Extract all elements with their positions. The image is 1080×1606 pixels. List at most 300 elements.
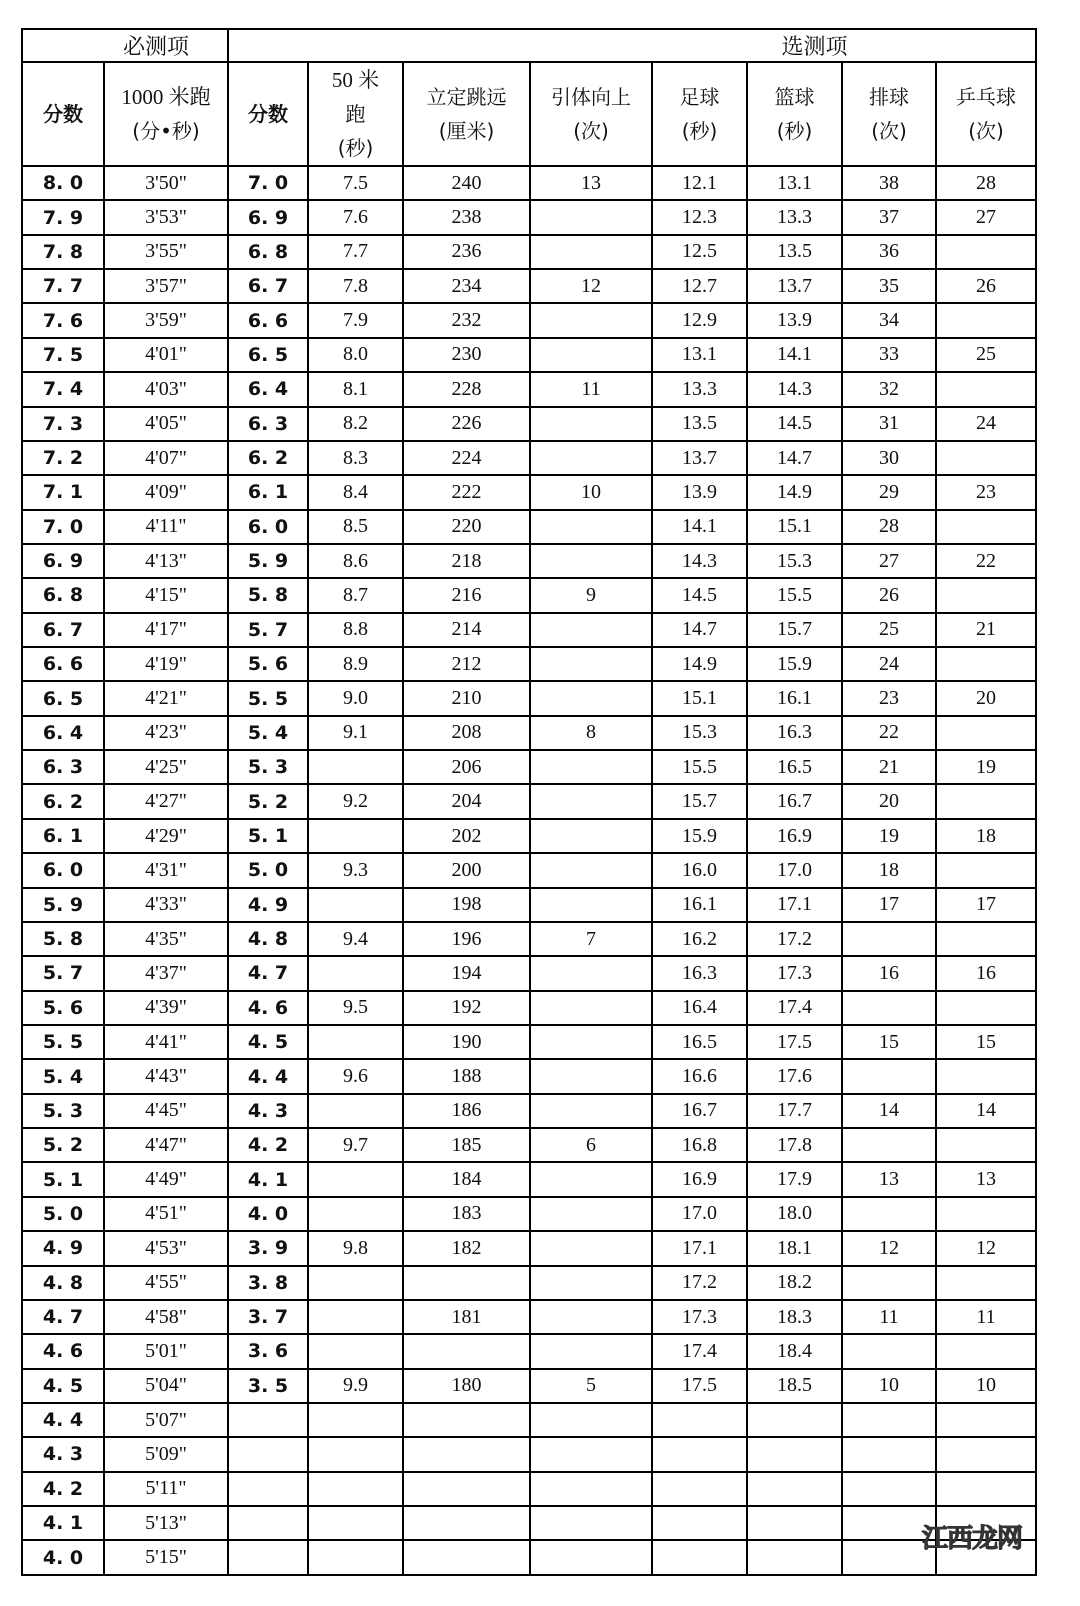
- cell-run50: [308, 1437, 403, 1471]
- cell-pull-up: [530, 956, 652, 990]
- cell-football: 13.3: [652, 372, 747, 406]
- cell-score-required: 7. 0: [22, 510, 104, 544]
- cell-volleyball: [842, 1128, 936, 1162]
- cell-long-jump: 194: [403, 956, 530, 990]
- cell-basketball: 13.5: [747, 235, 842, 269]
- cell-score-optional: 6. 0: [228, 510, 308, 544]
- cell-score-optional: 4. 0: [228, 1197, 308, 1231]
- cell-run1000: 4'53": [104, 1231, 228, 1265]
- cell-score-required: 4. 5: [22, 1369, 104, 1403]
- cell-volleyball: [842, 1197, 936, 1231]
- cell-score-required: 5. 1: [22, 1162, 104, 1196]
- cell-run1000: 5'01": [104, 1334, 228, 1368]
- cell-pull-up: [530, 1506, 652, 1540]
- table-row: [22, 475, 1036, 509]
- cell-long-jump: 228: [403, 372, 530, 406]
- cell-table-tennis: 28: [936, 166, 1036, 200]
- cell-run1000: 4'37": [104, 956, 228, 990]
- column-header-line: 排球: [869, 85, 910, 109]
- column-header-long-jump: [403, 62, 530, 166]
- cell-pull-up: [530, 1197, 652, 1231]
- cell-long-jump: 216: [403, 578, 530, 612]
- table-row: [22, 269, 1036, 303]
- table-row: [22, 200, 1036, 234]
- cell-pull-up: 7: [530, 922, 652, 956]
- cell-volleyball: 16: [842, 956, 936, 990]
- cell-football: 16.6: [652, 1059, 747, 1093]
- cell-run1000: 4'09": [104, 475, 228, 509]
- cell-score-optional: 4. 1: [228, 1162, 308, 1196]
- cell-pull-up: 13: [530, 166, 652, 200]
- cell-score-required: 7. 5: [22, 338, 104, 372]
- cell-long-jump: 206: [403, 750, 530, 784]
- cell-basketball: 17.0: [747, 853, 842, 887]
- cell-table-tennis: 11: [936, 1300, 1036, 1334]
- cell-long-jump: 212: [403, 647, 530, 681]
- column-header-line: 篮球: [774, 85, 815, 109]
- cell-table-tennis: 13: [936, 1162, 1036, 1196]
- cell-score-required: 7. 3: [22, 407, 104, 441]
- cell-basketball: 17.4: [747, 991, 842, 1025]
- cell-volleyball: 13: [842, 1162, 936, 1196]
- cell-football: 15.5: [652, 750, 747, 784]
- cell-pull-up: [530, 338, 652, 372]
- cell-basketball: 13.3: [747, 200, 842, 234]
- cell-table-tennis: [936, 1437, 1036, 1471]
- table-row: [22, 1334, 1036, 1368]
- optional-items-header: 选测项: [228, 29, 1036, 62]
- table-row: [22, 1094, 1036, 1128]
- cell-pull-up: [530, 1300, 652, 1334]
- cell-football: 15.1: [652, 681, 747, 715]
- cell-pull-up: [530, 853, 652, 887]
- table-row: [22, 1369, 1036, 1403]
- cell-pull-up: [530, 1437, 652, 1471]
- cell-long-jump: 226: [403, 407, 530, 441]
- table-row: [22, 235, 1036, 269]
- table-row: [22, 1059, 1036, 1093]
- cell-basketball: 15.9: [747, 647, 842, 681]
- cell-volleyball: [842, 922, 936, 956]
- cell-run50: 9.7: [308, 1128, 403, 1162]
- cell-run1000: 3'57": [104, 269, 228, 303]
- cell-football: 17.0: [652, 1197, 747, 1231]
- cell-run1000: 4'55": [104, 1266, 228, 1300]
- cell-score-optional: 6. 6: [228, 303, 308, 337]
- cell-basketball: 17.1: [747, 888, 842, 922]
- cell-basketball: 17.3: [747, 956, 842, 990]
- cell-pull-up: [530, 1266, 652, 1300]
- cell-score-optional: 3. 6: [228, 1334, 308, 1368]
- cell-table-tennis: [936, 922, 1036, 956]
- cell-score-required: 5. 7: [22, 956, 104, 990]
- cell-score-optional: [228, 1403, 308, 1437]
- cell-long-jump: 185: [403, 1128, 530, 1162]
- cell-score-required: 4. 8: [22, 1266, 104, 1300]
- cell-basketball: 16.9: [747, 819, 842, 853]
- cell-run1000: 4'35": [104, 922, 228, 956]
- cell-run1000: 4'45": [104, 1094, 228, 1128]
- cell-run50: 7.5: [308, 166, 403, 200]
- cell-long-jump: 184: [403, 1162, 530, 1196]
- cell-long-jump: 238: [403, 200, 530, 234]
- table-row: [22, 853, 1036, 887]
- cell-run1000: 4'03": [104, 372, 228, 406]
- cell-score-required: 4. 1: [22, 1506, 104, 1540]
- cell-run1000: 4'07": [104, 441, 228, 475]
- cell-basketball: 17.9: [747, 1162, 842, 1196]
- cell-run1000: 4'39": [104, 991, 228, 1025]
- cell-table-tennis: 20: [936, 681, 1036, 715]
- cell-score-optional: 5. 2: [228, 784, 308, 818]
- cell-score-required: 6. 0: [22, 853, 104, 887]
- cell-score-required: 7. 7: [22, 269, 104, 303]
- cell-volleyball: 19: [842, 819, 936, 853]
- cell-long-jump: 186: [403, 1094, 530, 1128]
- cell-football: 16.0: [652, 853, 747, 887]
- cell-run1000: 3'50": [104, 166, 228, 200]
- column-header-line: (次): [871, 119, 907, 143]
- cell-long-jump: 240: [403, 166, 530, 200]
- cell-table-tennis: [936, 510, 1036, 544]
- cell-pull-up: [530, 888, 652, 922]
- cell-pull-up: [530, 991, 652, 1025]
- column-header-line: (秒): [681, 119, 718, 143]
- cell-score-optional: 6. 5: [228, 338, 308, 372]
- cell-long-jump: 181: [403, 1300, 530, 1334]
- cell-score-required: 6. 5: [22, 681, 104, 715]
- cell-pull-up: [530, 613, 652, 647]
- cell-football: 16.2: [652, 922, 747, 956]
- cell-basketball: 14.7: [747, 441, 842, 475]
- cell-score-optional: 4. 3: [228, 1094, 308, 1128]
- cell-basketball: 15.5: [747, 578, 842, 612]
- cell-score-required: 5. 9: [22, 888, 104, 922]
- cell-run50: 8.4: [308, 475, 403, 509]
- cell-long-jump: [403, 1506, 530, 1540]
- cell-score-optional: 5. 6: [228, 647, 308, 681]
- table-row: [22, 372, 1036, 406]
- cell-score-required: 8. 0: [22, 166, 104, 200]
- cell-pull-up: [530, 1059, 652, 1093]
- cell-long-jump: [403, 1437, 530, 1471]
- column-header-football: [652, 62, 747, 166]
- cell-basketball: 16.1: [747, 681, 842, 715]
- cell-table-tennis: 12: [936, 1231, 1036, 1265]
- cell-volleyball: 32: [842, 372, 936, 406]
- cell-score-optional: [228, 1506, 308, 1540]
- cell-long-jump: 214: [403, 613, 530, 647]
- cell-run50: [308, 1506, 403, 1540]
- column-header-basketball: [747, 62, 842, 166]
- cell-volleyball: 12: [842, 1231, 936, 1265]
- cell-basketball: [747, 1437, 842, 1471]
- cell-long-jump: 200: [403, 853, 530, 887]
- cell-volleyball: 18: [842, 853, 936, 887]
- cell-pull-up: [530, 647, 652, 681]
- cell-run1000: 5'13": [104, 1506, 228, 1540]
- cell-basketball: 13.7: [747, 269, 842, 303]
- cell-run50: 8.1: [308, 372, 403, 406]
- cell-long-jump: [403, 1472, 530, 1506]
- column-header-line: 分数: [248, 102, 289, 126]
- cell-run1000: 4'31": [104, 853, 228, 887]
- column-header-run1000: [104, 62, 228, 166]
- column-header-score-required: [22, 62, 104, 166]
- cell-pull-up: [530, 1094, 652, 1128]
- table-row: [22, 1437, 1036, 1471]
- cell-run1000: 4'47": [104, 1128, 228, 1162]
- cell-pull-up: 10: [530, 475, 652, 509]
- cell-score-required: 5. 3: [22, 1094, 104, 1128]
- cell-volleyball: 31: [842, 407, 936, 441]
- cell-run50: 8.5: [308, 510, 403, 544]
- cell-pull-up: 5: [530, 1369, 652, 1403]
- cell-long-jump: [403, 1334, 530, 1368]
- cell-run1000: 4'29": [104, 819, 228, 853]
- cell-score-optional: 5. 0: [228, 853, 308, 887]
- cell-table-tennis: [936, 1334, 1036, 1368]
- cell-run1000: 4'51": [104, 1197, 228, 1231]
- cell-run50: 7.7: [308, 235, 403, 269]
- cell-volleyball: 10: [842, 1369, 936, 1403]
- cell-basketball: 16.5: [747, 750, 842, 784]
- cell-score-optional: 5. 4: [228, 716, 308, 750]
- column-header-line: 引体向上: [551, 85, 632, 109]
- cell-basketball: 17.2: [747, 922, 842, 956]
- column-header-line: (次): [968, 119, 1004, 143]
- cell-volleyball: 14: [842, 1094, 936, 1128]
- cell-volleyball: 27: [842, 544, 936, 578]
- cell-table-tennis: 18: [936, 819, 1036, 853]
- cell-table-tennis: 15: [936, 1025, 1036, 1059]
- cell-run1000: 4'33": [104, 888, 228, 922]
- cell-basketball: 16.3: [747, 716, 842, 750]
- cell-table-tennis: [936, 1059, 1036, 1093]
- cell-table-tennis: 16: [936, 956, 1036, 990]
- cell-score-required: 7. 2: [22, 441, 104, 475]
- cell-basketball: 17.7: [747, 1094, 842, 1128]
- cell-pull-up: [530, 819, 652, 853]
- table-row: [22, 888, 1036, 922]
- cell-pull-up: [530, 784, 652, 818]
- cell-basketball: 17.8: [747, 1128, 842, 1162]
- cell-pull-up: [530, 235, 652, 269]
- cell-football: 13.7: [652, 441, 747, 475]
- cell-volleyball: 15: [842, 1025, 936, 1059]
- cell-basketball: 14.3: [747, 372, 842, 406]
- cell-table-tennis: [936, 991, 1036, 1025]
- cell-run1000: 4'11": [104, 510, 228, 544]
- cell-basketball: 18.4: [747, 1334, 842, 1368]
- cell-football: 14.9: [652, 647, 747, 681]
- cell-basketball: 18.0: [747, 1197, 842, 1231]
- cell-table-tennis: 21: [936, 613, 1036, 647]
- cell-football: [652, 1437, 747, 1471]
- cell-table-tennis: [936, 441, 1036, 475]
- cell-score-required: 4. 9: [22, 1231, 104, 1265]
- table-row: [22, 613, 1036, 647]
- cell-table-tennis: 23: [936, 475, 1036, 509]
- cell-football: 14.3: [652, 544, 747, 578]
- cell-long-jump: 196: [403, 922, 530, 956]
- cell-table-tennis: 10: [936, 1369, 1036, 1403]
- cell-pull-up: [530, 1025, 652, 1059]
- cell-score-optional: 5. 8: [228, 578, 308, 612]
- cell-score-required: 7. 9: [22, 200, 104, 234]
- table-row: [22, 716, 1036, 750]
- cell-run50: [308, 1472, 403, 1506]
- cell-score-optional: 4. 2: [228, 1128, 308, 1162]
- cell-football: 17.1: [652, 1231, 747, 1265]
- cell-score-required: 5. 6: [22, 991, 104, 1025]
- column-header-line: 立定跳远: [426, 85, 507, 109]
- cell-football: [652, 1506, 747, 1540]
- cell-run1000: 5'07": [104, 1403, 228, 1437]
- column-header-line: 乒乓球: [956, 85, 1017, 109]
- cell-football: [652, 1540, 747, 1575]
- cell-score-required: 5. 2: [22, 1128, 104, 1162]
- cell-pull-up: [530, 1403, 652, 1437]
- cell-score-required: 7. 1: [22, 475, 104, 509]
- cell-score-required: 6. 8: [22, 578, 104, 612]
- cell-score-required: 4. 6: [22, 1334, 104, 1368]
- cell-run50: [308, 1025, 403, 1059]
- column-header-line: (次): [573, 119, 609, 143]
- column-header-line: 足球: [679, 85, 720, 109]
- cell-table-tennis: 19: [936, 750, 1036, 784]
- column-header-volleyball: [842, 62, 936, 166]
- cell-football: [652, 1403, 747, 1437]
- column-header-line: (秒): [337, 136, 374, 160]
- table-row: [22, 303, 1036, 337]
- cell-basketball: 18.3: [747, 1300, 842, 1334]
- cell-volleyball: 36: [842, 235, 936, 269]
- column-header-line: 跑: [345, 102, 366, 126]
- column-header-line: 50 米: [331, 68, 380, 92]
- cell-pull-up: [530, 303, 652, 337]
- cell-basketball: [747, 1540, 842, 1575]
- table-row: [22, 1231, 1036, 1265]
- cell-volleyball: [842, 991, 936, 1025]
- cell-basketball: 13.1: [747, 166, 842, 200]
- cell-pull-up: 9: [530, 578, 652, 612]
- cell-score-optional: [228, 1437, 308, 1471]
- cell-pull-up: [530, 1334, 652, 1368]
- cell-run50: [308, 1094, 403, 1128]
- column-header-line: (分•秒): [132, 119, 200, 143]
- cell-score-required: 6. 9: [22, 544, 104, 578]
- column-header-line: (秒): [776, 119, 813, 143]
- cell-volleyball: 33: [842, 338, 936, 372]
- cell-run1000: 5'09": [104, 1437, 228, 1471]
- cell-volleyball: [842, 1403, 936, 1437]
- cell-score-optional: 3. 7: [228, 1300, 308, 1334]
- cell-score-required: 4. 0: [22, 1540, 104, 1575]
- table-row: [22, 922, 1036, 956]
- cell-football: 16.4: [652, 991, 747, 1025]
- cell-basketball: 15.7: [747, 613, 842, 647]
- cell-run50: [308, 1197, 403, 1231]
- cell-pull-up: [530, 1472, 652, 1506]
- cell-long-jump: [403, 1540, 530, 1575]
- cell-table-tennis: [936, 1197, 1036, 1231]
- cell-pull-up: [530, 1162, 652, 1196]
- cell-volleyball: 22: [842, 716, 936, 750]
- cell-volleyball: 34: [842, 303, 936, 337]
- table-row: [22, 510, 1036, 544]
- cell-pull-up: 11: [530, 372, 652, 406]
- cell-football: 13.1: [652, 338, 747, 372]
- cell-run1000: 4'41": [104, 1025, 228, 1059]
- cell-long-jump: 224: [403, 441, 530, 475]
- cell-volleyball: [842, 1334, 936, 1368]
- cell-basketball: 14.1: [747, 338, 842, 372]
- cell-football: 16.8: [652, 1128, 747, 1162]
- cell-run50: 9.6: [308, 1059, 403, 1093]
- table-row: [22, 544, 1036, 578]
- cell-long-jump: 236: [403, 235, 530, 269]
- cell-table-tennis: [936, 784, 1036, 818]
- cell-football: 17.3: [652, 1300, 747, 1334]
- cell-football: 17.2: [652, 1266, 747, 1300]
- cell-football: 12.9: [652, 303, 747, 337]
- watermark-text-2: 龙网: [972, 1524, 1023, 1554]
- cell-run50: 9.3: [308, 853, 403, 887]
- cell-score-optional: 5. 9: [228, 544, 308, 578]
- cell-run1000: 4'25": [104, 750, 228, 784]
- cell-score-required: 5. 4: [22, 1059, 104, 1093]
- cell-run1000: 4'27": [104, 784, 228, 818]
- cell-run50: [308, 1300, 403, 1334]
- cell-score-required: 6. 2: [22, 784, 104, 818]
- cell-table-tennis: [936, 647, 1036, 681]
- cell-run1000: 4'49": [104, 1162, 228, 1196]
- cell-run50: 9.8: [308, 1231, 403, 1265]
- table-row: [22, 819, 1036, 853]
- cell-basketball: [747, 1403, 842, 1437]
- cell-score-optional: 3. 9: [228, 1231, 308, 1265]
- cell-football: 16.9: [652, 1162, 747, 1196]
- table-row: [22, 441, 1036, 475]
- cell-long-jump: [403, 1403, 530, 1437]
- table-row: [22, 1266, 1036, 1300]
- table-row: [22, 647, 1036, 681]
- cell-run50: 9.0: [308, 681, 403, 715]
- cell-pull-up: 8: [530, 716, 652, 750]
- cell-run1000: 5'15": [104, 1540, 228, 1575]
- cell-run50: [308, 956, 403, 990]
- cell-volleyball: 29: [842, 475, 936, 509]
- cell-score-required: 7. 6: [22, 303, 104, 337]
- cell-basketball: 14.9: [747, 475, 842, 509]
- cell-pull-up: 12: [530, 269, 652, 303]
- cell-football: 17.5: [652, 1369, 747, 1403]
- cell-volleyball: [842, 1437, 936, 1471]
- cell-pull-up: [530, 1231, 652, 1265]
- cell-run1000: 4'15": [104, 578, 228, 612]
- cell-table-tennis: [936, 716, 1036, 750]
- cell-run50: 8.2: [308, 407, 403, 441]
- cell-score-required: 6. 3: [22, 750, 104, 784]
- cell-run50: [308, 750, 403, 784]
- cell-table-tennis: 17: [936, 888, 1036, 922]
- cell-run50: 8.9: [308, 647, 403, 681]
- cell-score-optional: 6. 9: [228, 200, 308, 234]
- cell-basketball: 17.6: [747, 1059, 842, 1093]
- cell-basketball: 13.9: [747, 303, 842, 337]
- cell-score-optional: 6. 8: [228, 235, 308, 269]
